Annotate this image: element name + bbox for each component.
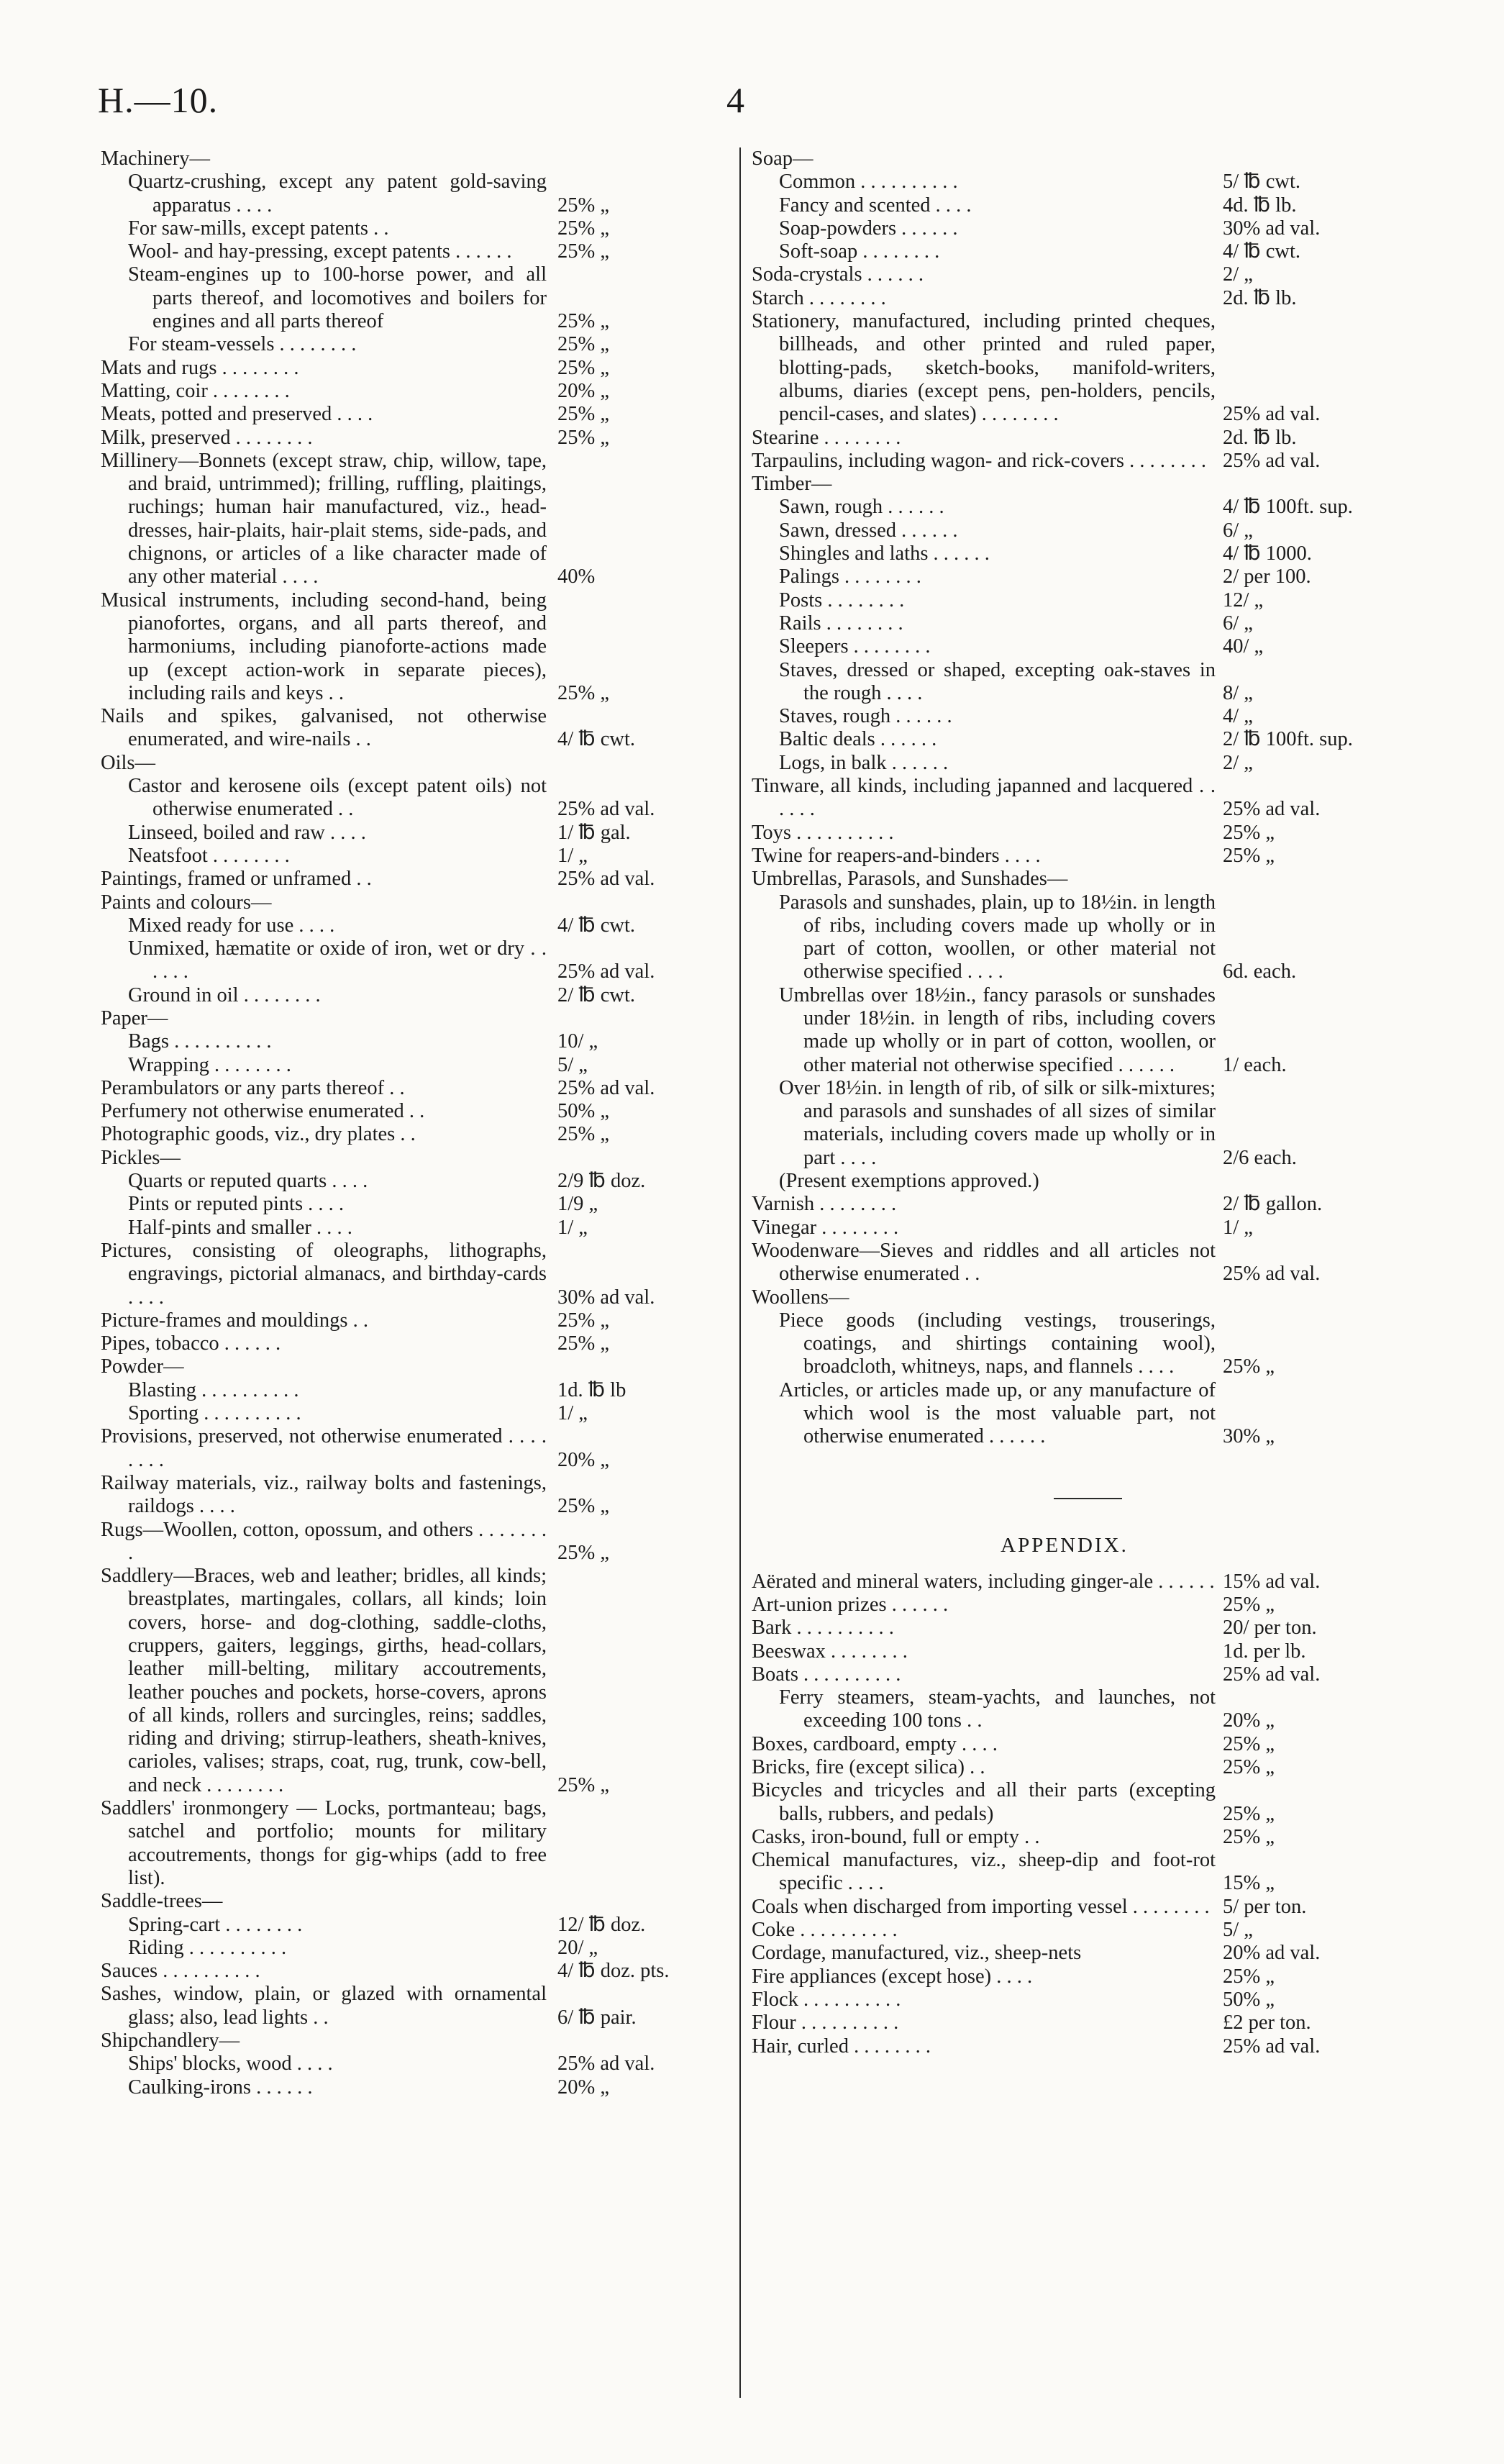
duty-rate: 20/ per ton.: [1223, 1617, 1317, 1640]
tariff-entry: [101, 589, 701, 705]
duty-rate: 2d. ℔ lb.: [1223, 286, 1297, 309]
item-description: Sporting . . . . . . . . . .: [128, 1402, 301, 1425]
item-description: Staves, dressed or shaped, excepting oak-staves in the rough . . . .: [779, 658, 1216, 704]
duty-rate: 25% ad val.: [1223, 1263, 1321, 1286]
item-description: Over 18½in. in length of rib, of silk or silk-mixtures; and parasols and sunshades of all sizes of similar materials, including covers made up wholly or in part . . . .: [779, 1076, 1216, 1169]
duty-rate: 25% ad val.: [557, 960, 655, 983]
tariff-entry: [752, 2011, 1377, 2035]
tariff-entry: [752, 1779, 1377, 1826]
tariff-entry: [752, 496, 1377, 519]
duty-rate: 5/ „: [557, 1053, 588, 1076]
duty-rate: 6/ ℔ pair.: [557, 2006, 637, 2029]
item-description: Parasols and sunshades, plain, up to 18½in. in length of ribs, including covers made up wholly or in part of cotton, woollen, or other material not otherwise specified . . . .: [779, 891, 1216, 983]
tariff-entry: [752, 1896, 1377, 1919]
tariff-entry: [752, 1617, 1377, 1640]
duty-rate: 25% „: [557, 333, 610, 356]
duty-rate: 20% „: [557, 1448, 610, 1471]
tariff-entry: [101, 845, 701, 868]
right-column: [752, 147, 1377, 2058]
duty-rate: 25% „: [1223, 1802, 1275, 1825]
tariff-entry: [752, 427, 1377, 450]
item-description: Fire appliances (except hose) . . . .: [752, 1965, 1033, 1988]
item-description: Posts . . . . . . . .: [779, 588, 905, 612]
duty-rate: 25% „: [1223, 1825, 1275, 1848]
tariff-entry: [752, 1686, 1377, 1733]
tariff-entry: [752, 1379, 1377, 1449]
item-description: Woodenware—Sieves and riddles and all articles not otherwise enumerated . .: [752, 1239, 1216, 1286]
section-heading: Soap—: [752, 147, 813, 170]
item-description: Flour . . . . . . . . . .: [752, 2011, 899, 2035]
duty-rate: 25% ad val.: [1223, 449, 1321, 472]
item-description: Bicycles and tricycles and all their parts (excepting balls, rubbers, and pedals): [752, 1779, 1216, 1825]
duty-rate: 5/ „: [1223, 1919, 1253, 1942]
tariff-entry: [101, 357, 701, 380]
duty-rate: 25% ad val.: [557, 1076, 655, 1099]
item-description: Rails . . . . . . . .: [779, 612, 903, 635]
tariff-entry: [752, 1663, 1377, 1686]
item-description: Soap-powders . . . . . .: [779, 217, 958, 240]
duty-rate: 20% „: [557, 2076, 610, 2099]
item-description: Ferry steamers, steam-yachts, and launches, not exceeding 100 tons . .: [779, 1686, 1216, 1732]
item-description: Sawn, rough . . . . . .: [779, 496, 944, 519]
item-description: Millinery—Bonnets (except straw, chip, willow, tape, and braid, untrimmed); frilling, ruffling, plaitings, ruchings; human hair manufactured, viz., head-dresses, hair-plaits, hair-plait stems, side-pads, and chignons, or articles of a like character made of any other material . . . .: [101, 449, 547, 588]
tariff-entry: [101, 1519, 701, 1565]
item-description: Soft-soap . . . . . . . .: [779, 240, 940, 263]
duty-rate: 50% „: [557, 1100, 610, 1123]
tariff-entry: [101, 984, 701, 1007]
item-description: Twine for reapers-and-binders . . . .: [752, 844, 1041, 867]
item-description: Aërated and mineral waters, including ginger-ale . . . . . .: [752, 1570, 1215, 1593]
item-description: Milk, preserved . . . . . . . .: [101, 426, 313, 449]
item-description: Pipes, tobacco . . . . . .: [101, 1332, 281, 1355]
tariff-entry: [101, 1170, 701, 1193]
item-description: Casks, iron-bound, full or empty . .: [752, 1825, 1040, 1848]
duty-rate: 25% „: [557, 194, 610, 217]
item-description: Bricks, fire (except silica) . .: [752, 1756, 985, 1778]
item-description: Coke . . . . . . . . . .: [752, 1919, 898, 1942]
item-description: Perambulators or any parts thereof . .: [101, 1076, 405, 1099]
tariff-entry: [752, 450, 1377, 473]
item-description: Shingles and laths . . . . . .: [779, 542, 990, 565]
tariff-entry: [752, 1849, 1377, 1896]
tariff-entry: [101, 240, 701, 263]
duty-rate: 5/ per ton.: [1223, 1895, 1307, 1918]
item-description: Stearine . . . . . . . .: [752, 426, 901, 449]
item-description: Perfumery not otherwise enumerated . .: [101, 1100, 425, 1123]
section-heading: Machinery—: [101, 147, 210, 170]
tariff-entry: [101, 333, 701, 356]
duty-rate: 20% „: [1223, 1709, 1275, 1732]
tariff-entry: [101, 1077, 701, 1100]
tariff-entry: [101, 1100, 701, 1123]
item-description: Fancy and scented . . . .: [779, 194, 972, 217]
duty-rate: 1/ each.: [1223, 1053, 1287, 1076]
section-heading: Pickles—: [101, 1146, 181, 1169]
tariff-entry: [752, 1965, 1377, 1988]
item-description: Linseed, boiled and raw . . . .: [128, 821, 366, 844]
item-description: Articles, or articles made up, or any manufacture of which wool is the most valuable part, not otherwise enumerated . . . . . .: [779, 1378, 1216, 1448]
item-description: Steam-engines up to 100-horse power, and all parts thereof, and locomotives and boilers for engines and all parts thereof: [128, 263, 547, 333]
duty-rate: 6d. each.: [1223, 960, 1297, 983]
tariff-entry: [101, 822, 701, 845]
appendix-title: APPENDIX.: [1001, 1533, 1129, 1557]
duty-rate: 50% „: [1223, 1988, 1275, 2011]
duty-rate: 25% „: [557, 356, 610, 379]
item-description: Sleepers . . . . . . . .: [779, 635, 931, 658]
tariff-entry: [752, 194, 1377, 217]
tariff-entry: [101, 450, 701, 589]
duty-rate: 30% ad val.: [1223, 217, 1321, 240]
duty-rate: 25% ad val.: [557, 798, 655, 821]
duty-rate: 1/ „: [557, 844, 588, 867]
tariff-entry: [101, 937, 701, 984]
tariff-entry: [752, 1640, 1377, 1663]
document-reference: H.—10.: [98, 80, 219, 120]
tariff-entry: [752, 287, 1377, 310]
tariff-entry: [752, 775, 1377, 822]
tariff-entry: [752, 845, 1377, 868]
item-description: Spring-cart . . . . . . . .: [128, 1913, 303, 1936]
item-description: Cordage, manufactured, viz., sheep-nets: [752, 1942, 1082, 1965]
column-divider: [739, 147, 741, 2398]
item-description: Mixed ready for use . . . .: [128, 914, 335, 937]
item-description: Quarts or reputed quarts . . . .: [128, 1170, 368, 1193]
duty-rate: 1/ ℔ gal.: [557, 821, 631, 844]
item-description: Matting, coir . . . . . . . .: [101, 379, 290, 402]
duty-rate: 25% „: [557, 1309, 610, 1332]
duty-rate: 1/9 „: [557, 1193, 598, 1216]
duty-rate: 25% ad val.: [1223, 2035, 1321, 2058]
tariff-entry: [752, 1756, 1377, 1779]
item-description: Photographic goods, viz., dry plates . .: [101, 1123, 416, 1146]
item-description: Mats and rugs . . . . . . . .: [101, 356, 299, 379]
item-description: Unmixed, hæmatite or oxide of iron, wet or dry . . . . . .: [128, 937, 547, 983]
tariff-entry: [101, 1193, 701, 1216]
tariff-entry: [101, 1937, 701, 1960]
item-description: Palings . . . . . . . .: [779, 565, 921, 588]
duty-rate: 25% „: [557, 1332, 610, 1355]
tariff-entry: [101, 1402, 701, 1425]
tariff-entry: [101, 1379, 701, 1402]
item-description: Paintings, framed or unframed . .: [101, 868, 372, 891]
section-heading: Woollens—: [752, 1286, 849, 1309]
item-description: Starch . . . . . . . .: [752, 286, 886, 309]
tariff-entry: [752, 728, 1377, 751]
tariff-entry: [752, 822, 1377, 845]
duty-rate: 4/ ℔ 100ft. sup.: [1223, 496, 1353, 519]
duty-rate: 25% „: [557, 1495, 610, 1518]
item-description: Quartz-crushing, except any patent gold-saving apparatus . . . .: [128, 171, 547, 217]
tariff-entry: [101, 868, 701, 891]
duty-rate: 30% „: [1223, 1425, 1275, 1448]
item-description: Baltic deals . . . . . .: [779, 728, 937, 751]
tariff-entry: [752, 217, 1377, 240]
item-description: Nails and spikes, galvanised, not otherwise enumerated, and wire-nails . .: [101, 705, 547, 751]
duty-rate: 25% „: [1223, 1732, 1275, 1755]
tariff-entry: [101, 1914, 701, 1937]
duty-rate: 25% „: [557, 1541, 610, 1564]
duty-rate: 25% „: [1223, 1355, 1275, 1378]
item-description: Sauces . . . . . . . . . .: [101, 1960, 260, 1983]
item-description: Flock . . . . . . . . . .: [752, 1988, 901, 2011]
item-description: Wool- and hay-pressing, except patents . . . . . .: [128, 240, 512, 263]
duty-rate: 25% „: [557, 217, 610, 240]
tariff-entry: [752, 1826, 1377, 1849]
duty-rate: 1d. per lb.: [1223, 1640, 1306, 1663]
duty-rate: £2 per ton.: [1223, 2011, 1311, 2035]
tariff-entry: [101, 1217, 701, 1240]
duty-rate: 25% „: [557, 1123, 610, 1146]
section-heading: Paper—: [101, 1006, 168, 1029]
item-description: Bags . . . . . . . . . .: [128, 1030, 272, 1053]
duty-rate: 40/ „: [1223, 635, 1264, 658]
duty-rate: 4/ ℔ cwt.: [557, 728, 636, 751]
item-description: Umbrellas over 18½in., fancy parasols or sunshades under 18½in. in length of ribs, including covers made up wholly or in part of cotton, woollen, or other material not otherwise specified . . . . . .: [779, 983, 1216, 1076]
item-description: Castor and kerosene oils (except patent oils) not otherwise enumerated . .: [128, 775, 547, 821]
item-description: Musical instruments, including second-hand, being pianofortes, organs, and all parts thereof, and harmoniums, including pianoforte-actions made up (except action-work in separate pieces), including rails and keys . .: [101, 588, 547, 704]
duty-rate: 2/9 ℔ doz.: [557, 1170, 646, 1193]
duty-rate: 25% ad val.: [1223, 1663, 1321, 1686]
duty-rate: 1d. ℔ lb: [557, 1378, 626, 1401]
item-description: Chemical manufactures, viz., sheep-dip and foot-rot specific . . . .: [752, 1849, 1216, 1895]
tariff-entry: [101, 1472, 701, 1519]
tariff-entry: [752, 542, 1377, 565]
item-description: Caulking-irons . . . . . .: [128, 2076, 313, 2099]
item-description: Meats, potted and preserved . . . .: [101, 403, 373, 426]
item-description: Wrapping . . . . . . . .: [128, 1053, 291, 1076]
item-description: Railway materials, viz., railway bolts and fastenings, raildogs . . . .: [101, 1471, 547, 1518]
duty-rate: 25% „: [557, 426, 610, 449]
duty-rate: 25% „: [557, 310, 610, 333]
section-rule: [1054, 1498, 1122, 1499]
item-description: Bark . . . . . . . . . .: [752, 1617, 894, 1640]
item-description: Saddlery—Braces, web and leather; bridles, all kinds; breastplates, martingales, collars, all kinds; loin covers, horse- and dog-clothing, saddle-cloths, cruppers, gaiters, leggings, girths, head-collars, leather mill-belting, military accoutrements, leather pouches and pockets, horse-covers, aprons of all kinds, rollers and surcingles, reins; saddles, riding and driving; stirrup-leathers, sheath-knives, carioles, valises; straps, coat, rug, trunk, cow-bell, and neck . . . . . . . .: [101, 1565, 547, 1796]
item-description: Saddlers' ironmongery — Locks, portmanteau; bags, satchel and portfolio; mounts for military accoutrements, thongs for gig-whips (add to free list).: [101, 1797, 547, 1889]
tariff-entry: [752, 240, 1377, 263]
item-description: Beeswax . . . . . . . .: [752, 1640, 908, 1663]
item-description: Staves, rough . . . . . .: [779, 705, 952, 728]
tariff-entry: [752, 1919, 1377, 1942]
duty-rate: 25% „: [557, 240, 610, 263]
duty-rate: 20/ „: [557, 1936, 598, 1959]
duty-rate: 20% ad val.: [1223, 1942, 1321, 1965]
item-description: Sawn, dressed . . . . . .: [779, 519, 958, 542]
tariff-entry: [101, 1054, 701, 1077]
tariff-entry: [101, 1565, 701, 1797]
tariff-entry: [752, 752, 1377, 775]
tariff-entry: [101, 1240, 701, 1309]
duty-rate: 4d. ℔ lb.: [1223, 194, 1297, 217]
duty-rate: 4/ ℔ cwt.: [1223, 240, 1301, 263]
tariff-entry: [752, 1733, 1377, 1756]
item-description: Varnish . . . . . . . .: [752, 1193, 897, 1216]
duty-rate: 2d. ℔ lb.: [1223, 426, 1297, 449]
tariff-entry: [752, 519, 1377, 542]
duty-rate: 2/ ℔ gallon.: [1223, 1193, 1323, 1216]
tariff-entry: [752, 1193, 1377, 1216]
tariff-entry: [752, 1988, 1377, 2011]
item-description: Hair, curled . . . . . . . .: [752, 2035, 931, 2058]
section-heading: Oils—: [101, 751, 156, 774]
item-description: Vinegar . . . . . . . .: [752, 1216, 899, 1239]
item-description: Riding . . . . . . . . . .: [128, 1936, 287, 1959]
duty-rate: 25% „: [1223, 844, 1275, 867]
duty-rate: 25% „: [557, 1773, 610, 1796]
tariff-entry: [752, 2035, 1377, 2058]
page-number: 4: [726, 80, 745, 120]
item-description: Tinware, all kinds, including japanned and lacquered . . . . . .: [752, 775, 1216, 821]
tariff-entry: [752, 1240, 1377, 1286]
item-description: Pictures, consisting of oleographs, lithographs, engravings, pictorial almanacs, and birthday-cards . . . .: [101, 1239, 547, 1309]
section-heading: (Present exemptions approved.): [779, 1170, 1039, 1193]
duty-rate: 2/ per 100.: [1223, 565, 1311, 588]
left-column: [101, 147, 701, 2099]
duty-rate: 4/ ℔ cwt.: [557, 914, 636, 937]
tariff-entry: [752, 659, 1377, 706]
duty-rate: 20% „: [557, 379, 610, 402]
duty-rate: 2/ „: [1223, 263, 1253, 286]
section-heading: Shipchandlery—: [101, 2029, 240, 2052]
tariff-entry: [101, 1309, 701, 1332]
duty-rate: 25% „: [557, 681, 610, 704]
duty-rate: 2/ „: [1223, 751, 1253, 774]
section-heading: Saddle-trees—: [101, 1890, 223, 1913]
tariff-entry: [101, 427, 701, 450]
duty-rate: 10/ „: [557, 1030, 598, 1053]
duty-rate: 4/ ℔ doz. pts.: [557, 1960, 670, 1983]
duty-rate: 25% ad val.: [557, 2052, 655, 2076]
tariff-entry: [101, 217, 701, 240]
tariff-entry: [101, 171, 701, 217]
item-description: Common . . . . . . . . . .: [779, 171, 958, 194]
item-description: For saw-mills, except patents . .: [128, 217, 389, 240]
tariff-entry: [752, 1594, 1377, 1617]
duty-rate: 40%: [557, 565, 596, 588]
section-heading: Paints and colours—: [101, 891, 272, 914]
tariff-entry: [101, 1030, 701, 1053]
item-description: Toys . . . . . . . . . .: [752, 821, 894, 844]
tariff-entry: [752, 1942, 1377, 1965]
tariff-entry: [752, 1077, 1377, 1170]
item-description: For steam-vessels . . . . . . . .: [128, 333, 357, 356]
duty-rate: 12/ „: [1223, 588, 1264, 612]
duty-rate: 5/ ℔ cwt.: [1223, 171, 1301, 194]
tariff-entry: [752, 171, 1377, 194]
tariff-entry: [752, 310, 1377, 426]
appendix-list: [752, 1570, 1377, 2058]
tariff-entry: [101, 914, 701, 937]
duty-rate: 25% „: [1223, 1965, 1275, 1988]
item-description: Coals when discharged from importing vessel . . . . . . . .: [752, 1895, 1210, 1918]
item-description: Half-pints and smaller . . . .: [128, 1216, 352, 1239]
duty-rate: 6/ „: [1223, 612, 1253, 635]
item-description: Provisions, preserved, not otherwise enumerated . . . . . . . .: [101, 1425, 547, 1471]
duty-rate: 1/ „: [557, 1402, 588, 1425]
duty-rate: 6/ „: [1223, 519, 1253, 542]
duty-rate: 25% „: [557, 403, 610, 426]
duty-rate: 1/ „: [1223, 1216, 1253, 1239]
tariff-entry: [752, 263, 1377, 286]
duty-rate: 8/ „: [1223, 681, 1253, 704]
tariff-entry: [101, 1123, 701, 1146]
duty-rate: 25% „: [1223, 1756, 1275, 1778]
item-description: Ships' blocks, wood . . . .: [128, 2052, 333, 2076]
tariff-entry: [101, 263, 701, 333]
duty-rate: 2/ ℔ cwt.: [557, 983, 636, 1006]
duty-rate: 1/ „: [557, 1216, 588, 1239]
tariff-entry: [752, 635, 1377, 658]
item-description: Sashes, window, plain, or glazed with ornamental glass; also, lead lights . .: [101, 1983, 547, 2029]
item-description: Blasting . . . . . . . . . .: [128, 1378, 299, 1401]
duty-rate: 25% ad val.: [1223, 798, 1321, 821]
item-description: Neatsfoot . . . . . . . .: [128, 844, 290, 867]
duty-rate: 4/ „: [1223, 705, 1253, 728]
item-description: Piece goods (including vestings, trouserings, coatings, and shirtings containing wool), broadcloth, whitneys, naps, and flannels . . . .: [779, 1309, 1216, 1378]
tariff-entry: [752, 891, 1377, 984]
tariff-entry: [752, 612, 1377, 635]
tariff-entry: [101, 1797, 701, 1890]
tariff-entry: [101, 380, 701, 403]
tariff-entry: [752, 984, 1377, 1077]
tariff-entry: [101, 1332, 701, 1355]
item-description: Ground in oil . . . . . . . .: [128, 983, 321, 1006]
item-description: Tarpaulins, including wagon- and rick-covers . . . . . . . .: [752, 449, 1206, 472]
item-description: Art-union prizes . . . . . .: [752, 1593, 949, 1616]
tariff-entry: [752, 1217, 1377, 1240]
item-description: Boats . . . . . . . . . .: [752, 1663, 901, 1686]
tariff-entry: [752, 1309, 1377, 1379]
tariff-list-continued: [752, 147, 1377, 1449]
tariff-entry: [101, 1983, 701, 2029]
duty-rate: 12/ ℔ doz.: [557, 1913, 646, 1936]
item-description: Stationery, manufactured, including printed cheques, billheads, and other printed and ruled paper, blotting-pads, sketch-books, manifold-writers, albums, diaries (except pens, pen-holders, pencils, pencil-cases, and slates) . . . . . . . .: [752, 310, 1216, 426]
duty-rate: 4/ ℔ 1000.: [1223, 542, 1312, 565]
tariff-entry: [101, 2076, 701, 2099]
item-description: Pints or reputed pints . . . .: [128, 1193, 345, 1216]
section-heading: Powder—: [101, 1355, 184, 1378]
tariff-entry: [101, 775, 701, 822]
duty-rate: 25% „: [1223, 1593, 1275, 1616]
tariff-entry: [101, 1425, 701, 1472]
section-heading: Timber—: [752, 473, 832, 496]
item-description: Boxes, cardboard, empty . . . .: [752, 1732, 998, 1755]
tariff-entry: [101, 403, 701, 426]
duty-rate: 25% ad val.: [557, 868, 655, 891]
tariff-entry: [752, 565, 1377, 588]
section-heading: Umbrellas, Parasols, and Sunshades—: [752, 868, 1068, 891]
tariff-entry: [752, 589, 1377, 612]
item-description: Rugs—Woollen, cotton, opossum, and others . . . . . . . .: [101, 1518, 547, 1564]
duty-rate: 25% ad val.: [1223, 403, 1321, 426]
item-description: Picture-frames and mouldings . .: [101, 1309, 369, 1332]
duty-rate: 30% ad val.: [557, 1286, 655, 1309]
tariff-entry: [101, 1960, 701, 1983]
item-description: Soda-crystals . . . . . .: [752, 263, 924, 286]
duty-rate: 2/ ℔ 100ft. sup.: [1223, 728, 1353, 751]
tariff-entry: [101, 705, 701, 752]
duty-rate: 15% ad val.: [1223, 1570, 1321, 1593]
tariff-entry: [752, 705, 1377, 728]
tariff-entry: [752, 1570, 1377, 1594]
duty-rate: 15% „: [1223, 1872, 1275, 1895]
duty-rate: 25% „: [1223, 821, 1275, 844]
duty-rate: 2/6 each.: [1223, 1146, 1297, 1169]
tariff-entry: [101, 2052, 701, 2076]
item-description: Logs, in balk . . . . . .: [779, 751, 949, 774]
